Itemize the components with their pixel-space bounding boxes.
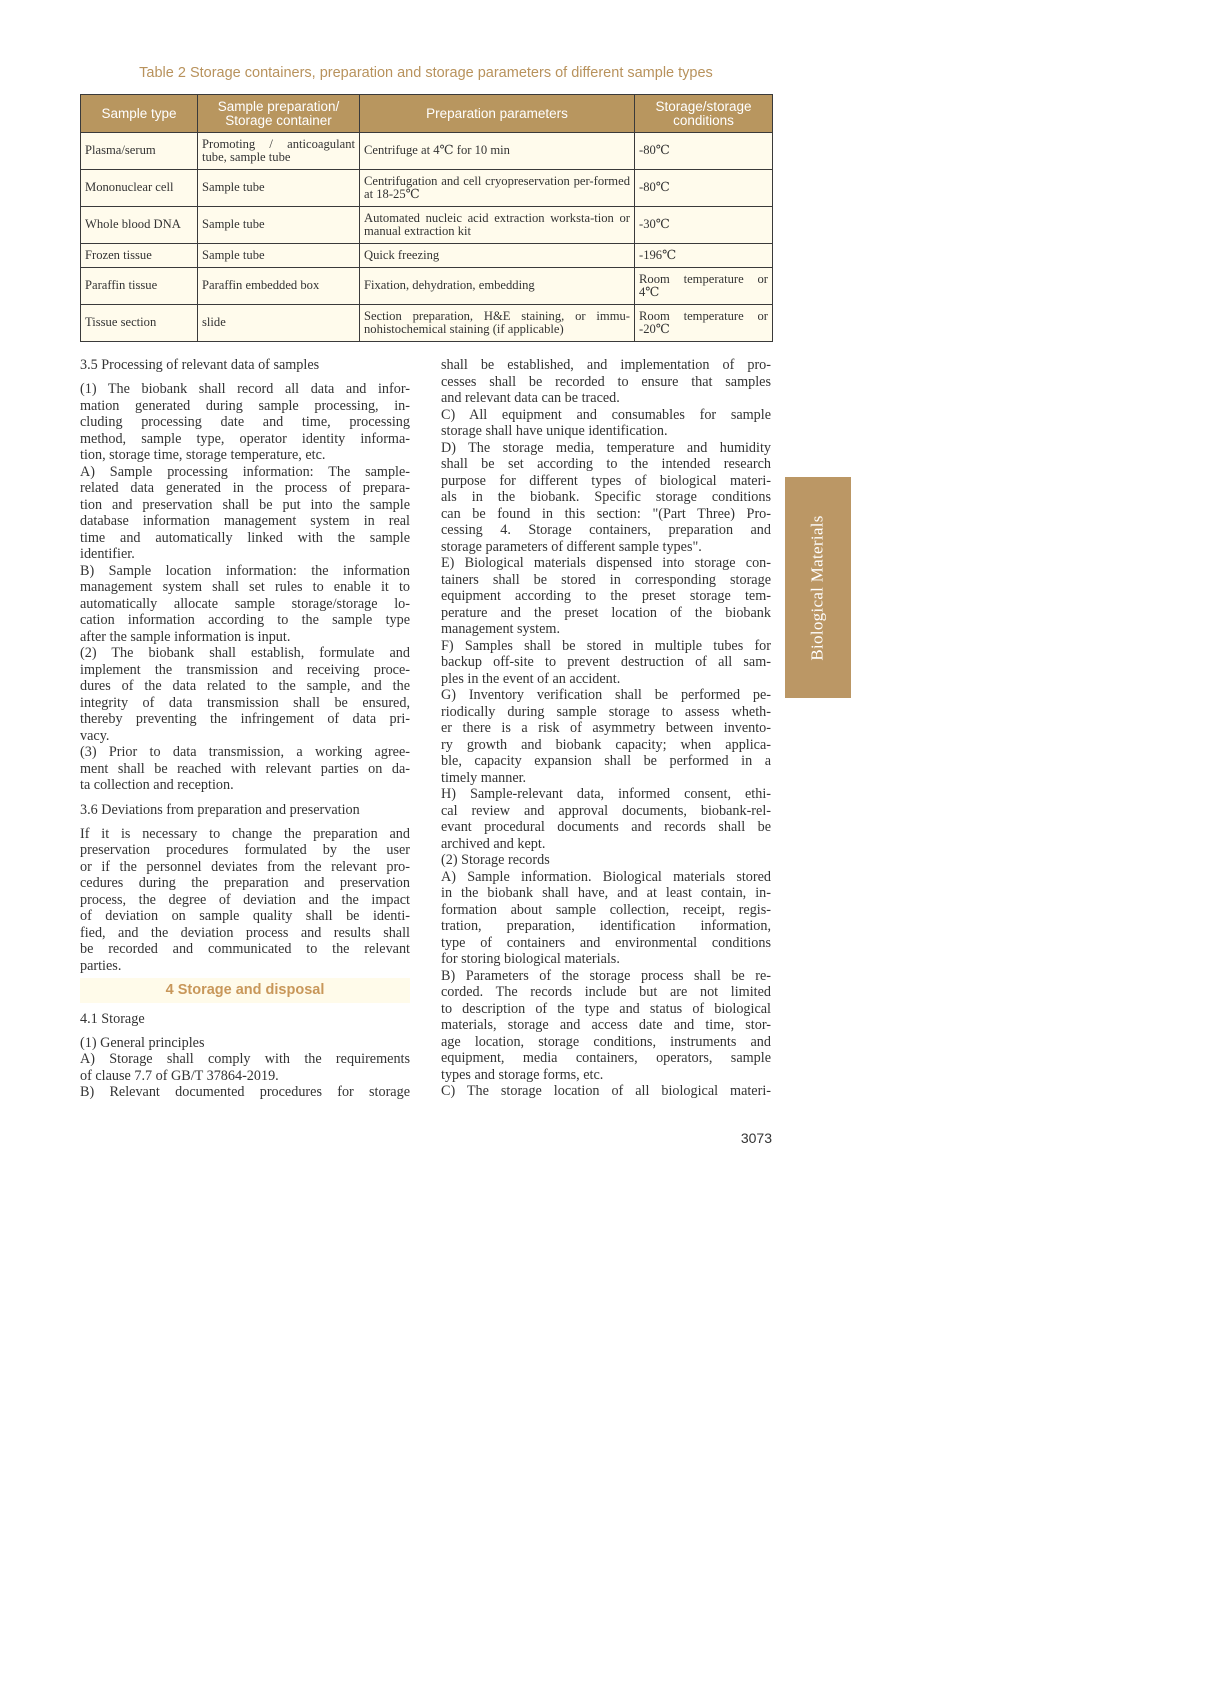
table-cell: Sample tube xyxy=(198,244,360,268)
table-cell: Quick freezing xyxy=(360,244,635,268)
paragraph xyxy=(441,869,771,968)
text-line: can be found in this section: "(Part Three) Pro- xyxy=(441,505,771,522)
text-line: automatically allocate sample storage/storage lo- xyxy=(80,595,410,612)
text-line: als in the biobank. Specific storage conditions xyxy=(441,489,771,505)
text-line: perature and the preset location of the biobank xyxy=(441,604,771,621)
text-line: tration, preparation, identification information, xyxy=(441,918,771,934)
text-line: type of containers and environmental conditions xyxy=(441,934,771,951)
paragraph xyxy=(80,1035,410,1052)
table-cell: Tissue section xyxy=(81,305,198,342)
text-line: management system. xyxy=(441,621,560,637)
page-number: 3073 xyxy=(740,1130,772,1146)
text-line: ble, capacity expansion shall be performed in a xyxy=(441,753,771,769)
text-line: or if the personnel deviates from the relevant pro- xyxy=(80,858,410,875)
text-line: If it is necessary to change the preparation and xyxy=(80,825,410,842)
table-body xyxy=(81,133,773,342)
table-row xyxy=(81,133,773,170)
text-line: related data generated in the process of prepara- xyxy=(80,480,410,496)
text-line: ples in the event of an accident. xyxy=(441,670,621,687)
text-line: F) Samples shall be stored in multiple tubes for xyxy=(441,637,771,654)
text-line: A) Sample processing information: The sample- xyxy=(80,463,410,480)
table-cell: Paraffin tissue xyxy=(81,268,198,305)
table-row xyxy=(81,268,773,305)
text-line: identifier. xyxy=(80,546,135,562)
table-cell: -80℃ xyxy=(635,170,773,207)
text-line: cedures during the preparation and preservation xyxy=(80,875,410,891)
column-header: Preparation parameters xyxy=(360,95,635,133)
text-line: of deviation on sample quality shall be identi- xyxy=(80,908,410,924)
text-line: integrity of data transmission shall be ensured, xyxy=(80,694,410,711)
text-line: H) Sample-relevant data, informed consent, ethi- xyxy=(441,786,771,802)
table-cell: Automated nucleic acid extraction worksta-tion or manual extraction kit xyxy=(360,207,635,244)
text-line: equipment, media containers, operators, sample xyxy=(441,1050,771,1066)
text-line: age location, storage conditions, instruments and xyxy=(441,1033,771,1050)
table-cell: Centrifuge at 4℃ for 10 min xyxy=(360,133,635,170)
text-line: B) Relevant documented procedures for storage xyxy=(80,1084,410,1100)
text-line: archived and kept. xyxy=(441,835,546,852)
text-line: and relevant data can be traced. xyxy=(441,390,620,406)
text-line: E) Biological materials dispensed into storage con- xyxy=(441,555,771,571)
text-line: materials, storage and access date and time, stor- xyxy=(441,1017,771,1033)
text-line: shall be established, and implementation of pro- xyxy=(441,357,771,373)
section-banner: 4 Storage and disposal xyxy=(80,978,410,1003)
text-line: corded. The records include but are not limited xyxy=(441,984,771,1000)
text-line: storage shall have unique identification. xyxy=(441,423,668,439)
paragraph xyxy=(441,440,771,556)
text-line: process, the degree of deviation and the impact xyxy=(80,891,410,908)
paragraph xyxy=(441,852,771,869)
text-line: vacy. xyxy=(80,727,110,744)
paragraph xyxy=(441,407,771,440)
text-line: A) Sample information. Biological materials stored xyxy=(441,868,771,885)
text-line: (1) The biobank shall record all data and infor- xyxy=(80,381,410,397)
paragraph xyxy=(80,744,410,794)
text-line: mation generated during sample processing, in- xyxy=(80,397,410,414)
right-text-column xyxy=(441,357,771,1100)
text-line: B) Sample location information: the information xyxy=(80,562,410,579)
text-line: er there is a risk of asymmetry between invento- xyxy=(441,720,771,736)
table-cell: Centrifugation and cell cryopreservation per-formed at 18-25℃ xyxy=(360,170,635,207)
storage-parameters-table xyxy=(80,94,773,342)
section-heading: 3.6 Deviations from preparation and preservation xyxy=(80,801,360,818)
table-cell: Fixation, dehydration, embedding xyxy=(360,268,635,305)
text-line: types and storage forms, etc. xyxy=(441,1066,604,1083)
paragraph xyxy=(441,968,771,1084)
text-line: method, sample type, operator identity informa- xyxy=(80,430,410,447)
text-line: implement the transmission and receiving proce- xyxy=(80,661,410,678)
paragraph xyxy=(441,638,771,688)
text-line: fied, and the deviation process and results shall xyxy=(80,924,410,941)
paragraph xyxy=(441,1083,771,1100)
text-line: (3) Prior to data transmission, a working agree- xyxy=(80,744,410,760)
table-cell: Plasma/serum xyxy=(81,133,198,170)
left-text-column xyxy=(80,357,410,1101)
text-line: cessing 4. Storage containers, preparation and xyxy=(441,522,771,538)
table-caption: Table 2 Storage containers, preparation and storage parameters of different sample types xyxy=(139,65,713,81)
text-line: cal review and approval documents, biobank-rel- xyxy=(441,802,771,819)
text-line: timely manner. xyxy=(441,769,527,786)
table-cell: Sample tube xyxy=(198,170,360,207)
table-header-row xyxy=(81,95,773,133)
text-line: tion, storage time, storage temperature, etc. xyxy=(80,447,326,463)
text-line: in the biobank shall have, and at least contain, in- xyxy=(441,885,771,901)
text-line: database information management system in real xyxy=(80,513,410,529)
table-cell: slide xyxy=(198,305,360,342)
text-line: thereby preventing the infringement of data pri- xyxy=(80,711,410,727)
paragraph xyxy=(80,826,410,975)
text-line: C) All equipment and consumables for sample xyxy=(441,406,771,423)
text-line: storage parameters of different sample types". xyxy=(441,538,702,555)
section-heading: 3.5 Processing of relevant data of samples xyxy=(80,357,320,373)
side-tab-label: Biological Materials xyxy=(808,514,827,661)
paragraph xyxy=(80,464,410,563)
table-row xyxy=(81,207,773,244)
text-line: cation information according to the sample type xyxy=(80,612,410,628)
section-heading: 4.1 Storage xyxy=(80,1010,145,1027)
paragraph xyxy=(80,1084,410,1101)
paragraph xyxy=(80,563,410,646)
text-line: (2) The biobank shall establish, formulate and xyxy=(80,645,410,661)
text-line: tion and preservation shall be put into the sample xyxy=(80,496,410,513)
text-line: equipment according to the preset storage tem- xyxy=(441,588,771,604)
text-line: backup off-site to prevent destruction of all sam- xyxy=(441,654,771,670)
text-line: A) Storage shall comply with the requirements xyxy=(80,1051,410,1067)
table-cell: Frozen tissue xyxy=(81,244,198,268)
table-cell: Room temperature or 4℃ xyxy=(635,268,773,305)
table-cell: -196℃ xyxy=(635,244,773,268)
table-cell: Whole blood DNA xyxy=(81,207,198,244)
paragraph xyxy=(80,645,410,744)
table-cell: Sample tube xyxy=(198,207,360,244)
text-line: to description of the type and status of biological xyxy=(441,1000,771,1017)
paragraph xyxy=(441,555,771,638)
text-line: parties. xyxy=(80,957,122,974)
text-line: C) The storage location of all biological materi- xyxy=(441,1083,771,1099)
paragraph xyxy=(441,687,771,786)
text-line: dures of the data related to the sample, and the xyxy=(80,678,410,694)
text-line: ry growth and biobank capacity; when applica- xyxy=(441,736,771,753)
column-header: Storage/storage conditions xyxy=(635,95,773,133)
paragraph xyxy=(80,381,410,464)
table-cell: Section preparation, H&E staining, or immu-nohistochemical staining (if applicable) xyxy=(360,305,635,342)
text-line: D) The storage media, temperature and humidity xyxy=(441,439,771,456)
column-header: Sample preparation/ Storage container xyxy=(198,95,360,133)
table-cell: Mononuclear cell xyxy=(81,170,198,207)
text-line: (1) General principles xyxy=(80,1034,205,1051)
text-line: preservation procedures formulated by the user xyxy=(80,842,410,858)
text-line: management system shall set rules to enable it to xyxy=(80,579,410,595)
text-line: B) Parameters of the storage process shall be re- xyxy=(441,967,771,984)
text-line: formation about sample collection, receipt, regis- xyxy=(441,901,771,918)
column-header: Sample type xyxy=(81,95,198,133)
text-line: time and automatically linked with the sample xyxy=(80,529,410,546)
paragraph xyxy=(441,357,771,407)
text-line: purpose for different types of biological materi- xyxy=(441,472,771,489)
table-cell: Room temperature or -20℃ xyxy=(635,305,773,342)
text-line: ta collection and reception. xyxy=(80,777,234,793)
paragraph xyxy=(441,786,771,852)
text-line: be recorded and communicated to the relevant xyxy=(80,941,410,957)
section-side-tab xyxy=(785,477,851,698)
text-line: for storing biological materials. xyxy=(441,951,620,967)
table-cell: Paraffin embedded box xyxy=(198,268,360,305)
text-line: shall be set according to the intended research xyxy=(441,456,771,472)
text-line: cesses shall be recorded to ensure that samples xyxy=(441,373,771,390)
paragraph xyxy=(80,1051,410,1084)
text-line: G) Inventory verification shall be performed pe- xyxy=(441,687,771,703)
table-row xyxy=(81,305,773,342)
text-line: evant procedural documents and records shall be xyxy=(441,819,771,835)
table-cell: -30℃ xyxy=(635,207,773,244)
table-row xyxy=(81,244,773,268)
text-line: of clause 7.7 of GB/T 37864-2019. xyxy=(80,1067,279,1084)
table-row xyxy=(81,170,773,207)
text-line: (2) Storage records xyxy=(441,852,550,868)
text-line: ment shall be reached with relevant parties on da- xyxy=(80,760,410,777)
text-line: after the sample information is input. xyxy=(80,628,291,645)
text-line: tainers shall be stored in corresponding storage xyxy=(441,571,771,588)
table-cell: Promoting / anticoagulant tube, sample tube xyxy=(198,133,360,170)
text-line: riodically during sample storage to assess wheth- xyxy=(441,703,771,720)
table-cell: -80℃ xyxy=(635,133,773,170)
text-line: cluding processing date and time, processing xyxy=(80,414,410,430)
